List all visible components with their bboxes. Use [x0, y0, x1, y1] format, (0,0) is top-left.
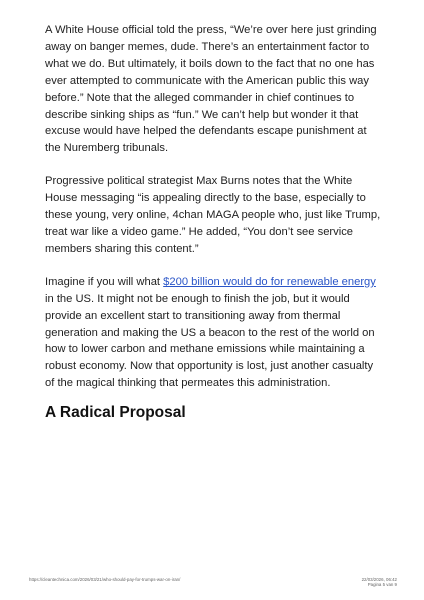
print-footer [0, 575, 424, 595]
paragraph-text-after-link: in the US. It might not be enough to finish the job, but it would provide an excellent start to transitioning away from thermal generation and making the US a beacon to the rest of the world on how to lower carbon and methane emissions while maintaining a robust economy. Now that opportunity is lost, just another casualty of the magical thinking that permeates this administration. [45, 292, 375, 390]
paragraph-renewable-energy [45, 274, 385, 392]
paragraph-max-burns: Progressive political strategist Max Burns notes that the White House messaging “is appealing directly to the base, especially to these young, very online, 4chan MAGA people who, just like Trump, treat war like a video game.” He added, “You don’t see service members sharing this content.” [45, 175, 381, 255]
article-body [45, 22, 385, 423]
renewable-energy-link[interactable]: $200 billion would do for renewable energy [163, 275, 376, 288]
footer-url: https://cleantechnica.com/2026/03/21/who-should-pay-for-trumps-war-on-iran/ [29, 577, 181, 582]
footer-meta [362, 577, 397, 588]
footer-datetime: 22/03/2026, 06:42 [361, 577, 397, 582]
section-heading: A Radical Proposal [45, 404, 186, 422]
paragraph-white-house-official: A White House official told the press, “We’re over here just grinding away on banger memes, dude. There’s an entertainment factor to what we do. But ultimately, it boils down to the fact that no one has ever attempted to communicate with the American public this way before.” Note that the alleged commander in chief continues to describe sinking ships as “fun.” We can’t help but wonder it that excuse would have helped the defendants escape punishment at the Nuremberg tribunals. [45, 24, 377, 155]
footer-page-number: Pagina 5 van 9 [367, 582, 397, 588]
paragraph-text-before-link: Imagine if you will what [45, 275, 164, 288]
